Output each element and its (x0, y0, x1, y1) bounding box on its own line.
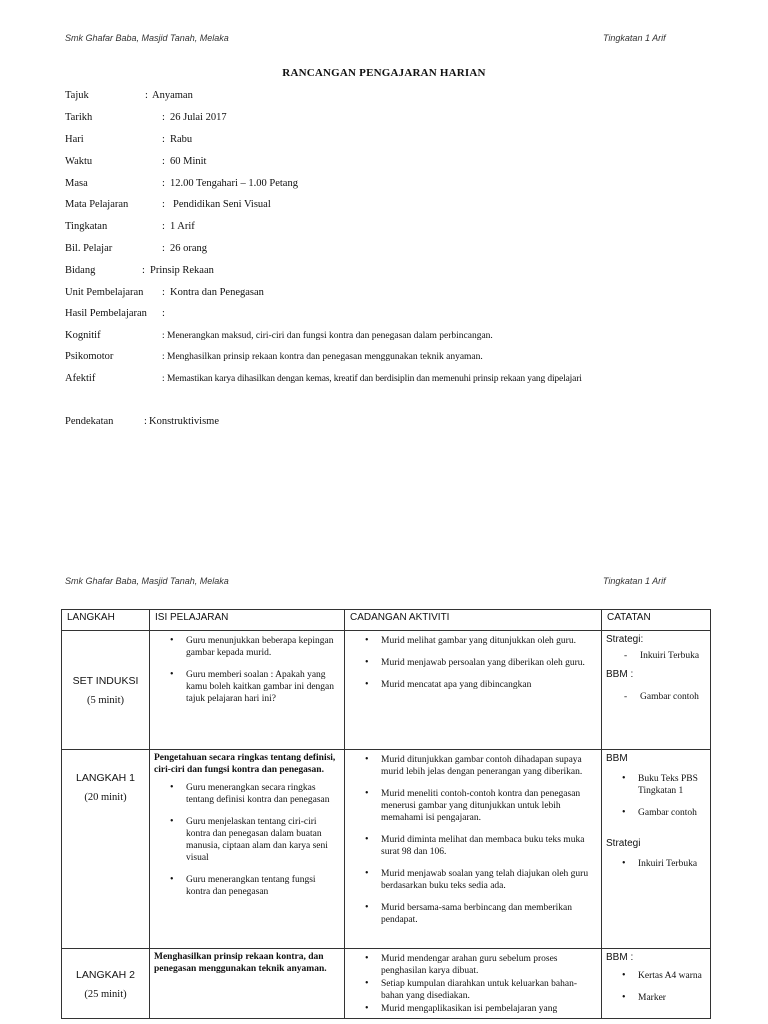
info-label: Kognitif (65, 330, 101, 341)
info-colon: : (162, 156, 165, 167)
column-header: ISI PELAJARAN (150, 610, 345, 631)
notes-cell (602, 631, 711, 750)
info-label: Unit Pembelajaran (65, 287, 144, 298)
header-school: Smk Ghafar Baba, Masjid Tanah, Melaka (65, 33, 229, 43)
info-colon: : (162, 308, 165, 319)
activity-cell (345, 631, 602, 750)
info-colon: : (162, 221, 165, 232)
header-class: Tingkatan 1 Arif (603, 33, 666, 43)
content-intro: Menghasilkan prinsip rekaan kontra, dan penegasan menggunakan teknik anyaman. (154, 952, 327, 974)
info-label: Masa (65, 178, 88, 189)
list-item: • Murid diminta melihat dan membaca buku teks muka surat 98 dan 106. (381, 834, 597, 858)
info-colon: : (142, 265, 145, 276)
column-header: LANGKAH (62, 610, 150, 631)
list-item: • Murid bersama-sama berbincang dan memberikan pendapat. (381, 902, 597, 926)
list-item: • Gambar contoh (638, 807, 706, 819)
notes-label: BBM (606, 753, 628, 764)
header-class-page2: Tingkatan 1 Arif (603, 576, 666, 586)
info-label: Hasil Pembelajaran (65, 308, 147, 319)
step-name: LANGKAH 1 (76, 772, 135, 784)
list-item: • Murid ditunjukkan gambar contoh dihadapan supaya murid lebih jelas dengan penerangan yang diberikan. (381, 754, 597, 778)
table-header-row (62, 610, 711, 631)
info-value: Prinsip Rekaan (150, 265, 214, 276)
list-item: • Guru memberi soalan : Apakah yang kamu boleh kaitkan gambar ini dengan tajuk pelajaran hari ini? (186, 669, 340, 705)
info-value: 12.00 Tengahari – 1.00 Petang (170, 178, 298, 189)
table-row (62, 631, 711, 750)
info-colon: : (162, 352, 165, 362)
info-label: Mata Pelajaran (65, 199, 129, 210)
info-label: Pendekatan (65, 416, 114, 427)
step-cell (62, 631, 150, 750)
info-value: Menghasilkan prinsip rekaan kontra dan penegasan menggunakan teknik anyaman. (167, 352, 483, 362)
list-item: • Buku Teks PBS Tingkatan 1 (638, 773, 706, 797)
info-colon: : (162, 331, 165, 341)
list-item: - Gambar contoh (640, 691, 706, 703)
info-value: 26 Julai 2017 (170, 112, 227, 123)
info-colon: : (162, 374, 165, 384)
table-row (62, 750, 711, 949)
step-cell (62, 949, 150, 1019)
table-row (62, 949, 711, 1019)
list-item: • Guru menerangkan tentang fungsi kontra dan penegasan (186, 874, 340, 898)
step-duration: (25 minit) (84, 989, 127, 1000)
info-colon: : (162, 178, 165, 189)
info-value: Konstruktivisme (149, 416, 219, 427)
list-item: • Murid menjawab persoalan yang diberikan oleh guru. (381, 657, 597, 669)
activity-cell (345, 750, 602, 949)
info-value: Anyaman (152, 90, 193, 101)
notes-label: Strategi: (606, 634, 644, 645)
step-name: SET INDUKSI (72, 674, 139, 687)
list-item: • Inkuiri Terbuka (638, 858, 706, 870)
step-duration: (20 minit) (84, 792, 127, 803)
info-label: Hari (65, 134, 84, 145)
list-item: • Kertas A4 warna (638, 970, 706, 982)
content-cell (150, 631, 345, 750)
list-item: • Setiap kumpulan diarahkan untuk keluarkan bahan-bahan yang disediakan. (381, 978, 597, 1002)
info-value: Menerangkan maksud, ciri-ciri dan fungsi kontra dan penegasan dalam perbincangan. (167, 331, 493, 341)
info-value: Kontra dan Penegasan (170, 287, 264, 298)
info-colon: : (145, 90, 148, 101)
content-cell (150, 949, 345, 1019)
info-value: Memastikan karya dihasilkan dengan kemas, kreatif dan berdisiplin dan memenuhi prinsip rekaan yang dipelajari (167, 374, 582, 384)
info-colon: : (162, 112, 165, 123)
info-label: Bil. Pelajar (65, 243, 113, 254)
info-label: Waktu (65, 156, 93, 167)
list-item: • Murid meneliti contoh-contoh kontra dan penegasan menerusi gambar yang ditunjukkan untuk lebih memahami isi pengajaran. (381, 788, 597, 824)
step-duration: (5 minit) (86, 694, 125, 706)
column-header: CADANGAN AKTIVITI (345, 610, 602, 631)
list-item: - Inkuiri Terbuka (640, 650, 706, 662)
lesson-plan-table (61, 609, 711, 1019)
activity-cell (345, 949, 602, 1019)
column-header: CATATAN (602, 610, 711, 631)
list-item: • Guru menunjukkan beberapa kepingan gambar kepada murid. (186, 635, 340, 659)
notes-label: Strategi (606, 838, 641, 849)
list-item: • Murid melihat gambar yang ditunjukkan oleh guru. (381, 635, 597, 647)
info-colon: : (162, 199, 165, 210)
info-label: Psikomotor (65, 351, 114, 362)
list-item: • Marker (638, 992, 706, 1004)
info-colon: : (162, 287, 165, 298)
info-label: Tajuk (65, 90, 89, 101)
list-item: • Guru menjelaskan tentang ciri-ciri kontra dan penegasan dalam buatan manusia, ciptaan alam dan karya seni visual (186, 816, 340, 864)
info-colon: : (162, 134, 165, 145)
step-cell (62, 750, 150, 949)
info-colon: : (162, 243, 165, 254)
list-item: • Murid mencatat apa yang dibincangkan (381, 679, 597, 691)
list-item: • Guru menerangkan secara ringkas tentang definisi kontra dan penegasan (186, 782, 340, 806)
info-colon: : (144, 416, 147, 427)
notes-cell (602, 949, 711, 1019)
header-school-page2: Smk Ghafar Baba, Masjid Tanah, Melaka (65, 576, 229, 586)
notes-label: BBM : (606, 669, 634, 680)
content-cell (150, 750, 345, 949)
info-value: 1 Arif (170, 221, 195, 232)
info-label: Tarikh (65, 112, 93, 123)
info-value: Pendidikan Seni Visual (173, 199, 271, 210)
info-label: Tingkatan (65, 221, 108, 232)
list-item: • Murid mendengar arahan guru sebelum proses penghasilan karya dibuat. (381, 953, 597, 977)
page-title: RANCANGAN PENGAJARAN HARIAN (282, 67, 486, 79)
step-name: LANGKAH 2 (76, 969, 135, 981)
notes-cell (602, 750, 711, 949)
notes-label: BBM : (606, 952, 634, 963)
content-intro: Pengetahuan secara ringkas tentang definisi, ciri-ciri dan fungsi kontra dan penegasan. (154, 753, 336, 775)
info-value: 60 Minit (170, 156, 207, 167)
info-value: 26 orang (170, 243, 208, 254)
info-value: Rabu (170, 134, 193, 145)
info-label: Afektif (65, 373, 96, 384)
list-item: • Murid menjawab soalan yang telah diajukan oleh guru berdasarkan buku teks sedia ada. (381, 868, 597, 892)
list-item: • Murid mengaplikasikan isi pembelajaran yang (381, 1003, 597, 1015)
info-label: Bidang (65, 265, 96, 276)
